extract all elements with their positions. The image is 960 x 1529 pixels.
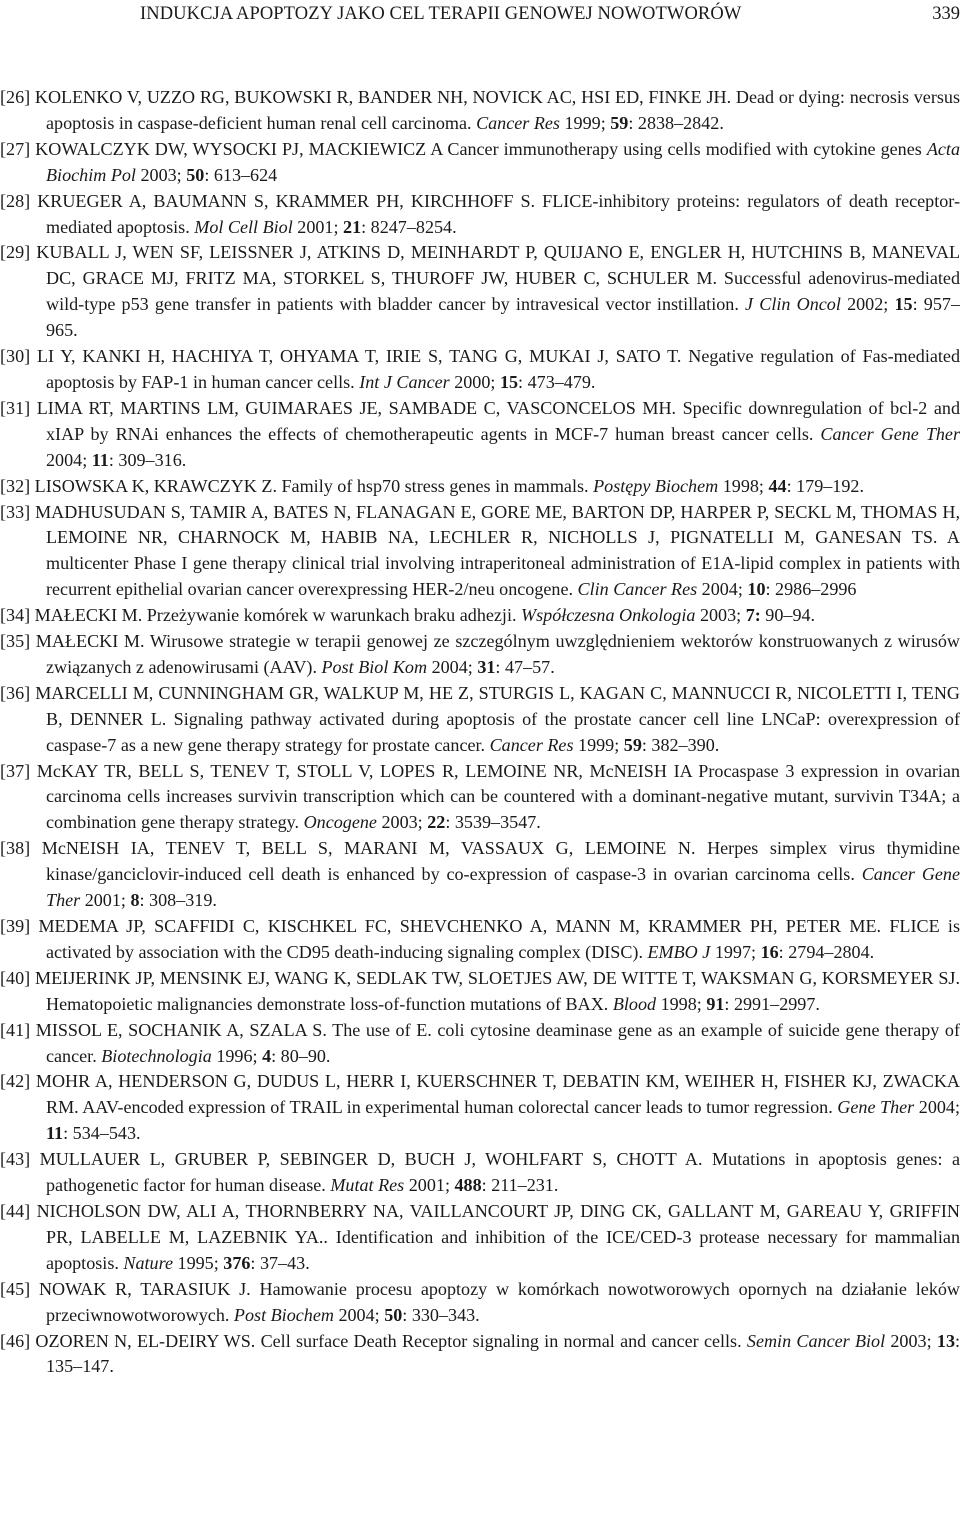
page-range: : 308–319. bbox=[139, 890, 217, 911]
journal-name: Clin Cancer Res bbox=[577, 579, 698, 600]
journal-name: Semin Cancer Biol bbox=[746, 1330, 886, 1351]
reference-year: 1997; bbox=[710, 941, 761, 962]
volume-number: 7: bbox=[745, 605, 761, 626]
reference-item bbox=[0, 240, 960, 344]
reference-text: [35] MAŁECKI M. Wirusowe strategie w terapii genowej ze szczególnym uwzględnieniem wektorów konstruowanych z wirusów związanych z adenowirusami (AAV). bbox=[0, 631, 960, 677]
volume-number: 8 bbox=[130, 890, 140, 911]
journal-name: Cancer Res bbox=[489, 734, 574, 755]
journal-name: Post Biol Kom bbox=[321, 656, 428, 677]
reference-text: [31] LIMA RT, MARTINS LM, GUIMARAES JE, SAMBADE C, VASCONCELOS MH. Specific downregulation of bcl-2 and xIAP by RNAi enhances the effects of chemotherapeutic agents in MCF-7 human breast cancer cells. bbox=[0, 397, 960, 444]
reference-year: 2003; bbox=[885, 1330, 937, 1351]
reference-year: 2004; bbox=[46, 449, 92, 470]
page-range: 90–94. bbox=[760, 605, 816, 626]
reference-year: 2003; bbox=[695, 605, 746, 626]
journal-name: EMBO J bbox=[647, 941, 711, 962]
page-range: : 8247–8254. bbox=[361, 216, 457, 237]
reference-item bbox=[0, 1329, 960, 1381]
running-title: INDUKCJA APOPTOZY JAKO CEL TERAPII GENOWEJ NOWOTWORÓW bbox=[140, 4, 742, 24]
reference-text: [28] KRUEGER A, BAUMANN S, KRAMMER PH, KIRCHHOFF S. FLICE-inhibitory proteins: regulators of death receptor-mediated apoptosis. bbox=[0, 190, 960, 237]
volume-number: 10 bbox=[747, 579, 766, 600]
reference-item bbox=[0, 1147, 960, 1199]
reference-year: 1996; bbox=[211, 1045, 263, 1066]
page-range: : 80–90. bbox=[271, 1045, 331, 1066]
reference-item bbox=[0, 836, 960, 914]
reference-year: 1999; bbox=[573, 734, 624, 755]
reference-item bbox=[0, 1069, 960, 1147]
reference-item bbox=[0, 1018, 960, 1070]
reference-item bbox=[0, 914, 960, 966]
running-header bbox=[0, 4, 960, 30]
reference-year: 2003; bbox=[376, 812, 428, 833]
reference-text: [37] McKAY TR, BELL S, TENEV T, STOLL V, LOPES R, LEMOINE NR, McNEISH IA Procaspase 3 expression in ovarian carcinoma cells increases survivin transcription which can be countered with a dominant-negative mutant, survivin T34A; a combination gene therapy strategy. bbox=[0, 760, 960, 833]
journal-name: Post Biochem bbox=[233, 1304, 334, 1325]
reference-year: 2003; bbox=[135, 164, 187, 185]
reference-item bbox=[0, 396, 960, 474]
page-range: : 135–147. bbox=[46, 1330, 960, 1377]
reference-year: 2001; bbox=[404, 1175, 455, 1196]
reference-text: [32] LISOWSKA K, KRAWCZYK Z. Family of hsp70 stress genes in mammals. bbox=[0, 475, 594, 496]
journal-name: Mutat Res bbox=[330, 1175, 405, 1196]
reference-item bbox=[0, 344, 960, 396]
volume-number: 50 bbox=[186, 164, 205, 185]
journal-name: Oncogene bbox=[303, 812, 377, 833]
volume-number: 11 bbox=[91, 449, 109, 470]
journal-name: Biotechnologia bbox=[101, 1045, 212, 1066]
reference-text: [27] KOWALCZYK DW, WYSOCKI PJ, MACKIEWICZ A Cancer immunotherapy using cells modified with cytokine genes bbox=[0, 138, 927, 159]
page-range: : 534–543. bbox=[63, 1123, 141, 1144]
volume-number: 15 bbox=[894, 294, 913, 315]
reference-text: [36] MARCELLI M, CUNNINGHAM GR, WALKUP M, HE Z, STURGIS L, KAGAN C, MANNUCCI R, NICOLETTI I, TENG B, DENNER L. Signaling pathway activated during apoptosis of the prostate cancer cell line LNCaP: overexpression of caspase-7 as a new gene therapy strategy for prostate cancer. bbox=[0, 682, 960, 755]
page-range: : 2794–2804. bbox=[778, 941, 875, 962]
journal-name: Mol Cell Biol bbox=[194, 216, 293, 237]
reference-text: [34] MAŁECKI M. Przeżywanie komórek w warunkach braku adhezji. bbox=[0, 605, 522, 626]
reference-text: [44] NICHOLSON DW, ALI A, THORNBERRY NA, VAILLANCOURT JP, DING CK, GALLANT M, GAREAU Y, GRIFFIN PR, LABELLE M, LAZEBNIK YA.. Identification and inhibition of the ICE/CED-3 protease necessary for mammalian apoptosis. bbox=[0, 1200, 960, 1273]
reference-item bbox=[0, 966, 960, 1018]
reference-year: 1999; bbox=[559, 112, 611, 133]
reference-item bbox=[0, 629, 960, 681]
reference-text: [29] KUBALL J, WEN SF, LEISSNER J, ATKINS D, MEINHARDT P, QUIJANO E, ENGLER H, HUTCHINS B, MANEVAL DC, GRACE MJ, FRITZ MA, STORKEL S, THUROFF JW, HUBER C, SCHULER M. Successful adenovirus-mediated wild-type p53 gene transfer in patients with bladder cancer by intravesical vector instillation. bbox=[0, 242, 960, 315]
reference-item bbox=[0, 189, 960, 241]
volume-number: 59 bbox=[623, 734, 642, 755]
page-range: : 37–43. bbox=[250, 1252, 310, 1273]
reference-list bbox=[0, 85, 960, 1380]
reference-text: [39] MEDEMA JP, SCAFFIDI C, KISCHKEL FC, SHEVCHENKO A, MANN M, KRAMMER PH, PETER ME. FLICE is activated by association with the CD95 death-inducing signaling complex (DISC). bbox=[0, 916, 960, 962]
reference-item bbox=[0, 85, 960, 137]
reference-year: 2002; bbox=[840, 294, 895, 315]
reference-item bbox=[0, 474, 960, 500]
page-range: : 382–390. bbox=[641, 734, 720, 755]
page-range: : 2991–2997. bbox=[724, 993, 820, 1014]
journal-name: Postępy Biochem bbox=[593, 475, 719, 496]
journal-name: Nature bbox=[123, 1252, 173, 1273]
volume-number: 15 bbox=[499, 371, 519, 392]
journal-name: Blood bbox=[612, 993, 657, 1014]
page-range: : 47–57. bbox=[495, 656, 555, 677]
reference-text: [33] MADHUSUDAN S, TAMIR A, BATES N, FLANAGAN E, GORE ME, BARTON DP, HARPER P, SECKL M, THOMAS H, LEMOINE NR, CHARNOCK M, HABIB NA, LECHLER R, NICHOLLS J, PIGNATELLI M, GANESAN TS. A multicenter Phase I gene therapy clinical trial involving intraperitoneal administration of E1A-lipid complex in patients with recurrent epithelial ovarian cancer overexpressing HER-2/neu oncogene. bbox=[0, 501, 960, 600]
journal-name: Cancer Gene Ther bbox=[820, 423, 960, 444]
reference-text: [40] MEIJERINK JP, MENSINK EJ, WANG K, SEDLAK TW, SLOETJES AW, DE WITTE T, WAKSMAN G, KORSMEYER SJ. Hematopoietic malignancies demonstrate loss-of-function mutations of BAX. bbox=[0, 967, 960, 1014]
journal-name: Gene Ther bbox=[837, 1097, 915, 1118]
reference-text: [46] OZOREN N, EL-DEIRY WS. Cell surface Death Receptor signaling in normal and cancer cells. bbox=[0, 1330, 747, 1351]
reference-text: [26] KOLENKO V, UZZO RG, BUKOWSKI R, BANDER NH, NOVICK AC, HSI ED, FINKE JH. Dead or dying: necrosis versus apoptosis in caspase-deficient human renal cell carcinoma. bbox=[0, 87, 960, 133]
page-range: : 309–316. bbox=[108, 449, 187, 470]
reference-item bbox=[0, 137, 960, 189]
reference-year: 2001; bbox=[292, 216, 344, 237]
reference-year: 1995; bbox=[173, 1252, 224, 1273]
reference-text: [43] MULLAUER L, GRUBER P, SEBINGER D, BUCH J, WOHLFART S, CHOTT A. Mutations in apoptosis genes: a pathogenetic factor for human disease. bbox=[0, 1149, 960, 1196]
volume-number: 91 bbox=[706, 993, 725, 1014]
reference-text: [41] MISSOL E, SOCHANIK A, SZALA S. The use of E. coli cytosine deaminase gene as an example of suicide gene therapy of cancer. bbox=[0, 1019, 960, 1066]
journal-name: Cancer Res bbox=[476, 112, 560, 133]
page-range: : 957–965. bbox=[46, 294, 960, 341]
page-number: 339 bbox=[932, 4, 960, 24]
reference-year: 2001; bbox=[80, 890, 131, 911]
volume-number: 44 bbox=[768, 475, 787, 496]
page-range: : 2838–2842. bbox=[628, 112, 724, 133]
reference-year: 2004; bbox=[333, 1304, 385, 1325]
page-range: : 3539–3547. bbox=[445, 812, 541, 833]
volume-number: 11 bbox=[46, 1123, 64, 1144]
volume-number: 21 bbox=[343, 216, 362, 237]
reference-item bbox=[0, 759, 960, 837]
volume-number: 376 bbox=[223, 1252, 251, 1273]
reference-item bbox=[0, 681, 960, 759]
reference-year: 1998; bbox=[718, 475, 769, 496]
reference-year: 2004; bbox=[914, 1097, 960, 1118]
page-range: : 473–479. bbox=[518, 371, 596, 392]
reference-year: 2004; bbox=[427, 656, 478, 677]
volume-number: 50 bbox=[384, 1304, 403, 1325]
volume-number: 22 bbox=[427, 812, 446, 833]
reference-year: 1998; bbox=[656, 993, 707, 1014]
journal-name: Współczesna Onkologia bbox=[521, 605, 696, 626]
volume-number: 16 bbox=[760, 941, 779, 962]
page-range: : 330–343. bbox=[402, 1304, 480, 1325]
journal-name: Acta Biochim Pol bbox=[46, 138, 960, 185]
reference-text: [42] MOHR A, HENDERSON G, DUDUS L, HERR I, KUERSCHNER T, DEBATIN KM, WEIHER H, FISHER KJ, ZWACKA RM. AAV-encoded expression of TRAIL in experimental human colorectal cancer leads to tumor regression. bbox=[0, 1071, 960, 1118]
reference-item bbox=[0, 1277, 960, 1329]
volume-number: 13 bbox=[936, 1330, 955, 1351]
volume-number: 4 bbox=[262, 1045, 272, 1066]
reference-text: [45] NOWAK R, TARASIUK J. Hamowanie procesu apoptozy w komórkach nowotworowych opornych na działanie leków przeciwnowotworowych. bbox=[0, 1278, 960, 1325]
reference-year: 2004; bbox=[697, 579, 748, 600]
reference-text: [38] McNEISH IA, TENEV T, BELL S, MARANI M, VASSAUX G, LEMOINE N. Herpes simplex virus thymidine kinase/ganciclovir-induced cell death is enhanced by co-expression of caspase-3 in ovarian carcinoma cells. bbox=[0, 838, 960, 885]
volume-number: 31 bbox=[477, 656, 496, 677]
page-range: : 211–231. bbox=[481, 1175, 559, 1196]
reference-item bbox=[0, 500, 960, 604]
page-range: : 613–624 bbox=[204, 164, 278, 185]
reference-item bbox=[0, 603, 960, 629]
journal-name: Cancer Gene Ther bbox=[46, 864, 960, 911]
reference-item bbox=[0, 1199, 960, 1277]
page-range: : 2986–2996 bbox=[765, 579, 857, 600]
volume-number: 488 bbox=[454, 1175, 482, 1196]
journal-name: J Clin Oncol bbox=[745, 294, 841, 315]
volume-number: 59 bbox=[610, 112, 629, 133]
reference-year: 2000; bbox=[449, 371, 500, 392]
page-range: : 179–192. bbox=[786, 475, 864, 496]
reference-text: [30] LI Y, KANKI H, HACHIYA T, OHYAMA T, IRIE S, TANG G, MUKAI J, SATO T. Negative regulation of Fas-mediated apoptosis by FAP-1 in human cancer cells. bbox=[0, 346, 960, 392]
journal-name: Int J Cancer bbox=[359, 371, 450, 392]
